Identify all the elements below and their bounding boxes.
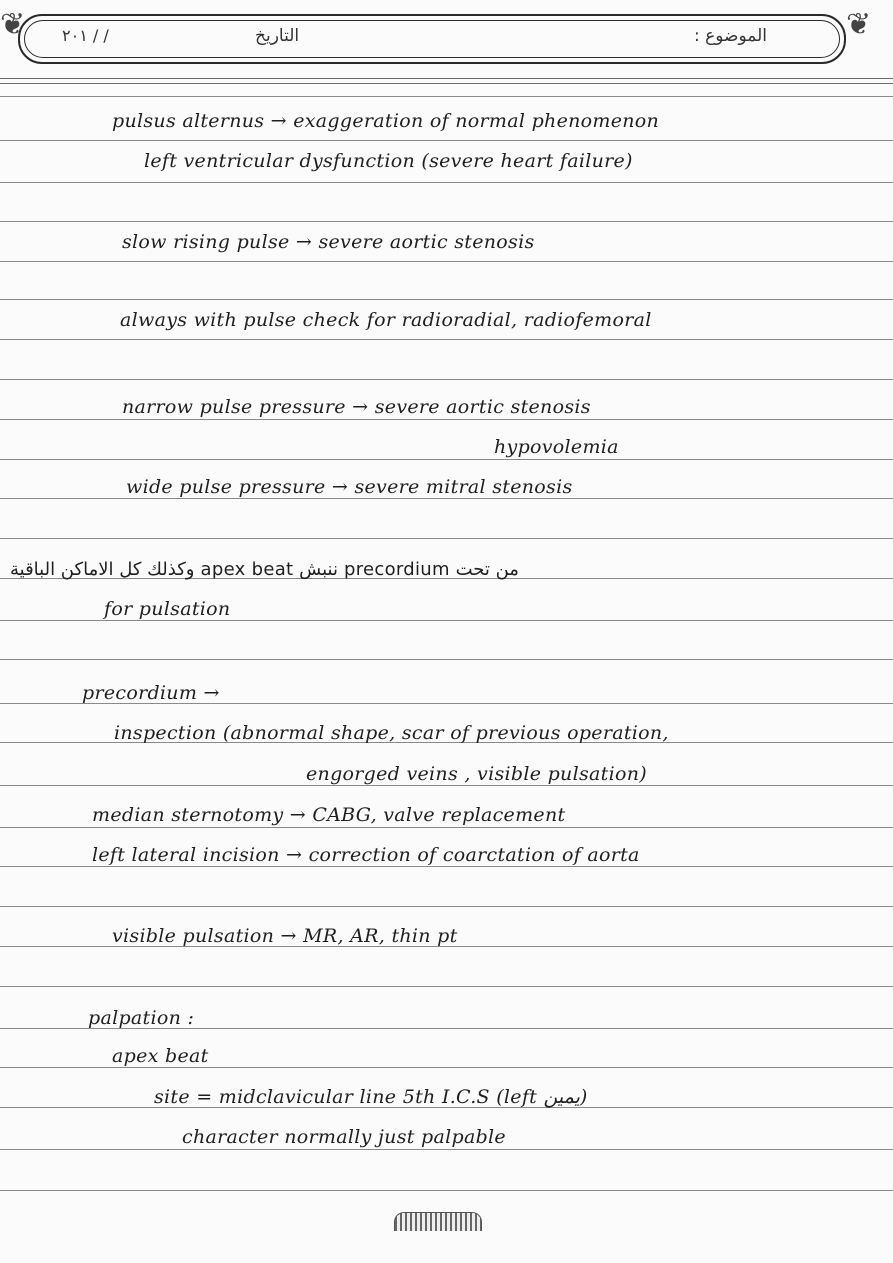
ruled-line: [0, 140, 893, 141]
ruled-line: [0, 538, 893, 539]
ruled-line: [0, 221, 893, 222]
date-value: ٢٠١ / /: [62, 26, 109, 45]
note-line: character normally just palpable: [182, 1126, 506, 1148]
ruled-line: [0, 419, 893, 420]
left-ornament-icon: ❦: [0, 7, 26, 42]
note-line: hypovolemia: [494, 436, 619, 458]
ruled-line: [0, 1190, 893, 1191]
note-line: narrow pulse pressure → severe aortic stenosis: [122, 396, 591, 418]
ruled-line: [0, 379, 893, 380]
note-line: palpation :: [88, 1007, 195, 1029]
ruled-line: [0, 620, 893, 621]
ruled-line: [0, 659, 893, 660]
note-line: precordium →: [82, 682, 220, 704]
note-line: left ventricular dysfunction (severe heart failure): [144, 150, 633, 172]
ruled-line: [0, 1149, 893, 1150]
note-line: من تحت precordium ننبش apex beat وكذلك كل الاماكن الباقية: [10, 559, 519, 580]
note-line: slow rising pulse → severe aortic stenosis: [122, 231, 535, 253]
header-rule: [0, 83, 893, 84]
note-line: pulsus alternus → exaggeration of normal phenomenon: [112, 110, 660, 132]
ruled-line: [0, 96, 893, 97]
note-line: wide pulse pressure → severe mitral stenosis: [126, 476, 573, 498]
ruled-line: [0, 498, 893, 499]
ruled-line: [0, 827, 893, 828]
note-line: engorged veins , visible pulsation): [306, 763, 647, 785]
note-line: visible pulsation → MR, AR, thin pt: [112, 925, 458, 947]
note-line: always with pulse check for radioradial, radiofemoral: [120, 309, 652, 331]
ruled-line: [0, 261, 893, 262]
ruled-line: [0, 459, 893, 460]
header-rule: [0, 78, 893, 79]
ruled-line: [0, 986, 893, 987]
ruled-line: [0, 182, 893, 183]
ruled-line: [0, 1067, 893, 1068]
ruled-line: [0, 906, 893, 907]
ruled-line: [0, 785, 893, 786]
note-line: inspection (abnormal shape, scar of previous operation,: [114, 722, 669, 744]
ruled-line: [0, 339, 893, 340]
right-ornament-icon: ❦: [846, 7, 872, 42]
footer-logo: [394, 1212, 482, 1231]
date-label: التاريخ: [255, 26, 300, 46]
ruled-line: [0, 866, 893, 867]
note-line: median sternotomy → CABG, valve replacement: [92, 804, 566, 826]
note-line: left lateral incision → correction of coarctation of aorta: [92, 844, 640, 866]
note-line: site = midclavicular line 5th I.C.S (left يمين): [154, 1086, 588, 1108]
subject-label: الموضوع :: [694, 26, 768, 46]
note-line: for pulsation: [104, 598, 231, 620]
ruled-line: [0, 299, 893, 300]
note-line: apex beat: [112, 1045, 209, 1067]
